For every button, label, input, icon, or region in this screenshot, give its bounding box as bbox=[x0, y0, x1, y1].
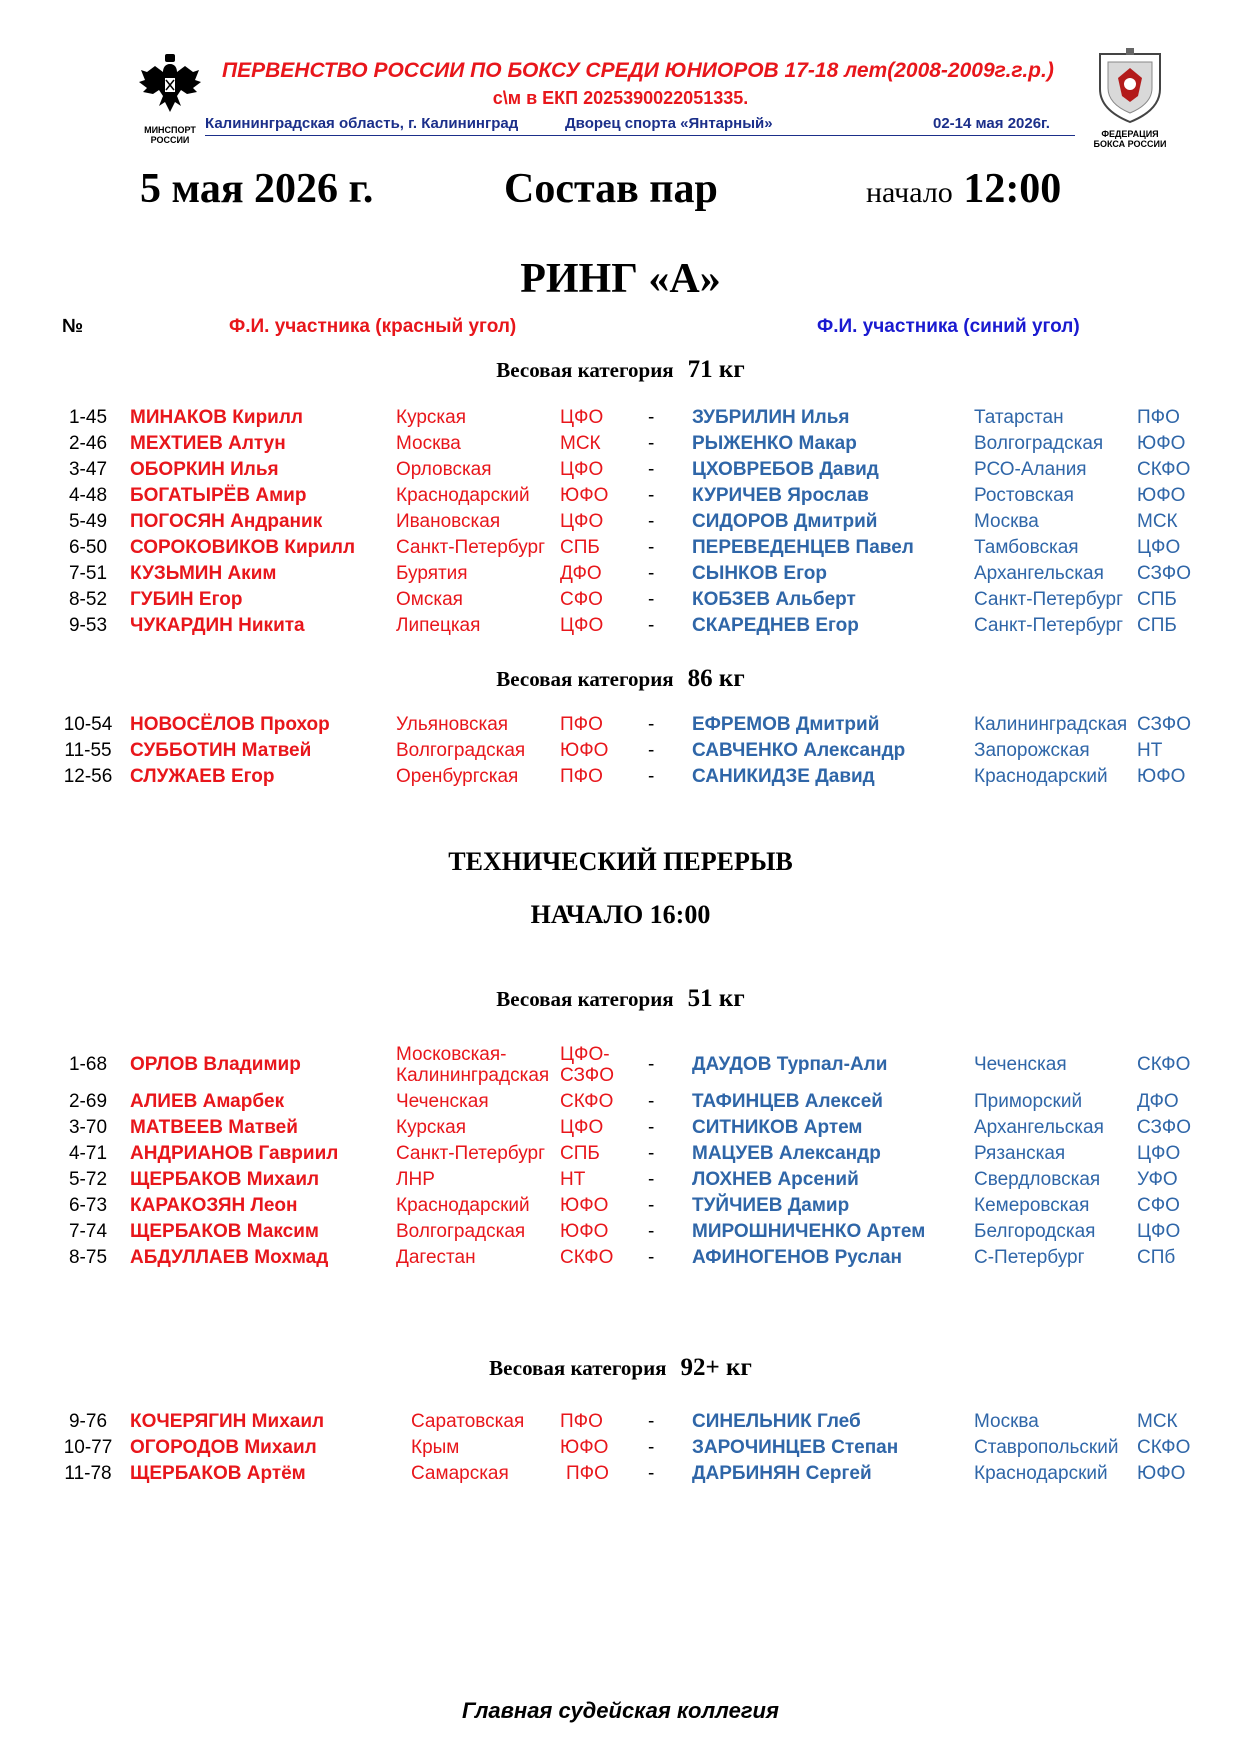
weight-category-label: Весовая категория bbox=[496, 667, 674, 691]
blue-boxer-district: ДФО bbox=[1137, 1091, 1179, 1112]
weight-category-value: 71 кг bbox=[687, 356, 745, 383]
red-boxer-name: ОБОРКИН Илья bbox=[130, 459, 279, 480]
bout-number: 6-73 bbox=[68, 1195, 108, 1216]
blue-boxer-name: СЫНКОВ Егор bbox=[692, 563, 827, 584]
bout-number: 9-53 bbox=[68, 615, 108, 636]
red-boxer-region: Орловская bbox=[396, 459, 492, 480]
blue-boxer-name: СИНЕЛЬНИК Глеб bbox=[692, 1411, 861, 1432]
bout-number: 9-76 bbox=[68, 1411, 108, 1432]
red-boxer-name: МЕХТИЕВ Алтун bbox=[130, 433, 286, 454]
bout-row bbox=[0, 1169, 1241, 1195]
bout-number: 7-74 bbox=[68, 1221, 108, 1242]
red-boxer-name: ЩЕРБАКОВ Артём bbox=[130, 1463, 306, 1484]
bout-row bbox=[0, 1044, 1241, 1088]
red-boxer-district: ПФО bbox=[560, 766, 603, 787]
vs-dash: - bbox=[648, 1091, 655, 1112]
blue-boxer-region: Кемеровская bbox=[974, 1195, 1090, 1216]
red-boxer-district-line-2: СЗФО bbox=[560, 1065, 614, 1086]
red-boxer-name: КУЗЬМИН Аким bbox=[130, 563, 277, 584]
red-boxer-district: ПФО bbox=[560, 1411, 603, 1432]
red-boxer-region: Оренбургская bbox=[396, 766, 519, 787]
blue-boxer-name: ТАФИНЦЕВ Алексей bbox=[692, 1091, 883, 1112]
blue-boxer-district: НТ bbox=[1137, 740, 1163, 761]
blue-boxer-region: РСО-Алания bbox=[974, 459, 1087, 480]
vs-dash: - bbox=[648, 1411, 655, 1432]
blue-boxer-region: С-Петербург bbox=[974, 1247, 1085, 1268]
red-boxer-region: Краснодарский bbox=[396, 485, 530, 506]
red-boxer-region-line-1: Московская- bbox=[396, 1044, 507, 1065]
weight-category-71 bbox=[0, 356, 1241, 384]
bout-number: 11-55 bbox=[64, 740, 112, 761]
blue-boxer-region: Краснодарский bbox=[974, 766, 1108, 787]
red-boxer-district: СПБ bbox=[560, 1143, 600, 1164]
chief-jury-signature: Главная судейская коллегия bbox=[462, 1698, 779, 1723]
red-boxer-district-line-1: ЦФО- bbox=[560, 1044, 610, 1065]
red-boxer-district: МСК bbox=[560, 433, 601, 454]
vs-dash: - bbox=[648, 1437, 655, 1458]
blue-boxer-district: ЦФО bbox=[1137, 1221, 1181, 1242]
red-boxer-region: Омская bbox=[396, 589, 463, 610]
bout-number: 10-54 bbox=[63, 714, 113, 735]
blue-boxer-region: Ростовская bbox=[974, 485, 1074, 506]
vs-dash: - bbox=[648, 537, 655, 558]
red-boxer-region: Дагестан bbox=[396, 1247, 476, 1268]
blue-boxer-region: Москва bbox=[974, 511, 1039, 532]
start-time: 12:00 bbox=[963, 166, 1062, 212]
bout-number: 8-75 bbox=[68, 1247, 108, 1268]
bout-number: 2-46 bbox=[68, 433, 108, 454]
weight-category-label: Весовая категория bbox=[489, 1356, 667, 1380]
blue-boxer-region: Приморский bbox=[974, 1091, 1083, 1112]
bout-row bbox=[0, 407, 1241, 433]
red-boxer-region: Ульяновская bbox=[396, 714, 509, 735]
red-boxer-district: СКФО bbox=[560, 1247, 614, 1268]
vs-dash: - bbox=[648, 1169, 655, 1190]
red-boxer-name: СОРОКОВИКОВ Кирилл bbox=[130, 537, 356, 558]
boxing-federation-caption: ФЕДЕРАЦИЯ БОКСА РОССИИ bbox=[1093, 129, 1167, 149]
vs-dash: - bbox=[648, 1054, 655, 1075]
blue-boxer-district: ЮФО bbox=[1137, 485, 1186, 506]
ekp-number: с\м в ЕКП 2025390022051335. bbox=[492, 88, 749, 108]
weight-category-value: 92+ кг bbox=[680, 1354, 752, 1381]
bout-number: 1-45 bbox=[68, 407, 108, 428]
red-boxer-name: ОГОРОДОВ Михаил bbox=[130, 1437, 317, 1458]
red-boxer-district: ЦФО bbox=[560, 459, 604, 480]
red-boxer-district: ЦФО bbox=[560, 407, 604, 428]
red-boxer-district: ЦФО bbox=[560, 511, 604, 532]
bout-number: 3-47 bbox=[68, 459, 108, 480]
red-boxer-name: АЛИЕВ Амарбек bbox=[130, 1091, 285, 1112]
vs-dash: - bbox=[648, 407, 655, 428]
blue-boxer-name: СКАРЕДНЕВ Егор bbox=[692, 615, 859, 636]
bout-number: 12-56 bbox=[63, 766, 113, 787]
blue-boxer-district: СПБ bbox=[1137, 615, 1177, 636]
bout-number: 10-77 bbox=[63, 1437, 113, 1458]
blue-boxer-district: ЮФО bbox=[1137, 766, 1186, 787]
blue-boxer-region: Санкт-Петербург bbox=[974, 615, 1124, 636]
venue-line bbox=[205, 115, 1075, 136]
red-boxer-district: ЮФО bbox=[560, 485, 609, 506]
bout-row bbox=[0, 740, 1241, 766]
vs-dash: - bbox=[648, 1117, 655, 1138]
red-boxer-district: СКФО bbox=[560, 1091, 614, 1112]
bout-row bbox=[0, 1195, 1241, 1221]
vs-dash: - bbox=[648, 589, 655, 610]
red-boxer-region: Липецкая bbox=[396, 615, 481, 636]
red-boxer-region-line-2: Калининградская bbox=[396, 1065, 550, 1086]
red-boxer-name: МАТВЕЕВ Матвей bbox=[130, 1117, 298, 1138]
vs-dash: - bbox=[648, 714, 655, 735]
red-boxer-district: ЮФО bbox=[560, 1437, 609, 1458]
bout-row bbox=[0, 766, 1241, 792]
red-boxer-district: ЦФО bbox=[560, 615, 604, 636]
blue-boxer-name: МАЦУЕВ Александр bbox=[692, 1143, 881, 1164]
blue-boxer-name: СИДОРОВ Дмитрий bbox=[692, 511, 878, 532]
vs-dash: - bbox=[648, 1463, 655, 1484]
vs-dash: - bbox=[648, 615, 655, 636]
red-boxer-region: Крым bbox=[411, 1437, 460, 1458]
blue-boxer-region: Волгоградская bbox=[974, 433, 1104, 454]
red-boxer-region: Саратовская bbox=[411, 1411, 525, 1432]
vs-dash: - bbox=[648, 563, 655, 584]
bout-number: 8-52 bbox=[68, 589, 108, 610]
red-boxer-district: СФО bbox=[560, 589, 603, 610]
blue-boxer-region: Санкт-Петербург bbox=[974, 589, 1124, 610]
red-boxer-name: ЩЕРБАКОВ Максим bbox=[130, 1221, 319, 1242]
red-boxer-district: ПФО bbox=[566, 1463, 609, 1484]
technical-break-start: НАЧАЛО 16:00 bbox=[530, 900, 711, 929]
blue-boxer-district: СФО bbox=[1137, 1195, 1180, 1216]
red-boxer-name: ОРЛОВ Владимир bbox=[130, 1054, 301, 1075]
red-boxer-region: Ивановская bbox=[396, 511, 501, 532]
red-boxer-region: Курская bbox=[396, 1117, 467, 1138]
vs-dash: - bbox=[648, 1195, 655, 1216]
bout-number: 4-48 bbox=[68, 485, 108, 506]
blue-boxer-region: Татарстан bbox=[974, 407, 1064, 428]
red-boxer-district: НТ bbox=[560, 1169, 586, 1190]
blue-boxer-name: ЗУБРИЛИН Илья bbox=[692, 407, 850, 428]
event-dates: 02-14 мая 2026г. bbox=[933, 115, 1050, 132]
red-boxer-district: ЮФО bbox=[560, 740, 609, 761]
blue-boxer-name: САНИКИДЗЕ Давид bbox=[692, 766, 875, 787]
vs-dash: - bbox=[648, 1221, 655, 1242]
bout-row bbox=[0, 1143, 1241, 1169]
bout-date: 5 мая 2026 г. bbox=[140, 166, 374, 212]
blue-boxer-region: Москва bbox=[974, 1411, 1039, 1432]
bout-row bbox=[0, 1463, 1241, 1489]
blue-boxer-name: МИРОШНИЧЕНКО Артем bbox=[692, 1221, 926, 1242]
blue-boxer-district: СПБ bbox=[1137, 589, 1177, 610]
red-boxer-name: БОГАТЫРЁВ Амир bbox=[130, 485, 307, 506]
red-boxer-name: АНДРИАНОВ Гавриил bbox=[130, 1143, 339, 1164]
red-boxer-name: КОЧЕРЯГИН Михаил bbox=[130, 1411, 325, 1432]
bout-number: 11-78 bbox=[64, 1463, 112, 1484]
blue-boxer-name: ТУЙЧИЕВ Дамир bbox=[692, 1195, 850, 1216]
blue-boxer-name: КУРИЧЕВ Ярослав bbox=[692, 485, 869, 506]
start-label: начало bbox=[866, 176, 953, 209]
red-boxer-region: Москва bbox=[396, 433, 461, 454]
red-boxer-region: Самарская bbox=[411, 1463, 509, 1484]
red-boxer-name: СЛУЖАЕВ Егор bbox=[130, 766, 275, 787]
red-boxer-district: СПБ bbox=[560, 537, 600, 558]
blue-boxer-region: Калининградская bbox=[974, 714, 1128, 735]
column-number-header: № bbox=[62, 316, 84, 337]
vs-dash: - bbox=[648, 1143, 655, 1164]
blue-boxer-district: СКФО bbox=[1137, 1437, 1191, 1458]
red-boxer-region: Санкт-Петербург bbox=[396, 537, 546, 558]
blue-boxer-district: УФО bbox=[1137, 1169, 1178, 1190]
red-boxer-name: МИНАКОВ Кирилл bbox=[130, 407, 304, 428]
blue-boxer-region: Ставропольский bbox=[974, 1437, 1119, 1458]
red-boxer-name: ГУБИН Егор bbox=[130, 589, 243, 610]
blue-boxer-name: ДАУДОВ Турпал-Али bbox=[692, 1054, 888, 1075]
red-boxer-name: ЩЕРБАКОВ Михаил bbox=[130, 1169, 320, 1190]
blue-boxer-region: Свердловская bbox=[974, 1169, 1101, 1190]
red-boxer-name: СУББОТИН Матвей bbox=[130, 740, 312, 761]
blue-boxer-name: ЦХОВРЕБОВ Давид bbox=[692, 459, 879, 480]
red-boxer-region bbox=[396, 1044, 549, 1086]
red-boxer-region: ЛНР bbox=[396, 1169, 435, 1190]
bout-row bbox=[0, 1117, 1241, 1143]
blue-boxer-district: СКФО bbox=[1137, 459, 1191, 480]
blue-boxer-region: Запорожская bbox=[974, 740, 1090, 761]
red-boxer-district: ПФО bbox=[560, 714, 603, 735]
blue-boxer-name: ЛОХНЕВ Арсений bbox=[692, 1169, 859, 1190]
blue-boxer-district: СЗФО bbox=[1137, 1117, 1191, 1138]
bout-number: 3-70 bbox=[68, 1117, 108, 1138]
bout-row bbox=[0, 615, 1241, 641]
weight-category-label: Весовая категория bbox=[496, 358, 674, 382]
bout-number: 1-68 bbox=[68, 1054, 108, 1075]
red-boxer-region: Курская bbox=[396, 407, 467, 428]
red-boxer-name: НОВОСЁЛОВ Прохор bbox=[130, 714, 330, 735]
ring-title: РИНГ «А» bbox=[520, 256, 721, 302]
blue-boxer-name: ПЕРЕВЕДЕНЦЕВ Павел bbox=[692, 537, 914, 558]
blue-boxer-name: АФИНОГЕНОВ Руслан bbox=[692, 1247, 903, 1268]
vs-dash: - bbox=[648, 1247, 655, 1268]
minsport-caption: МИНСПОРТ РОССИИ bbox=[144, 125, 196, 145]
bout-row bbox=[0, 459, 1241, 485]
location: Калининградская область, г. Калининград bbox=[205, 115, 519, 132]
bout-row bbox=[0, 714, 1241, 740]
blue-boxer-district: ЦФО bbox=[1137, 1143, 1181, 1164]
red-boxer-name: КАРАКОЗЯН Леон bbox=[130, 1195, 298, 1216]
championship-title: ПЕРВЕНСТВО РОССИИ ПО БОКСУ СРЕДИ ЮНИОРОВ 17-18 лет(2008-2009г.г.р.) bbox=[222, 59, 1054, 82]
bout-row bbox=[0, 563, 1241, 589]
blue-boxer-name: СИТНИКОВ Артем bbox=[692, 1117, 863, 1138]
blue-boxer-district: СЗФО bbox=[1137, 714, 1191, 735]
blue-boxer-region: Архангельская bbox=[974, 563, 1104, 584]
blue-boxer-district: МСК bbox=[1137, 511, 1178, 532]
bout-number: 7-51 bbox=[68, 563, 108, 584]
red-boxer-region: Чеченская bbox=[396, 1091, 489, 1112]
bout-number: 5-49 bbox=[68, 511, 108, 532]
technical-break-title: ТЕХНИЧЕСКИЙ ПЕРЕРЫВ bbox=[448, 847, 793, 876]
blue-boxer-district: СПб bbox=[1137, 1247, 1176, 1268]
vs-dash: - bbox=[648, 740, 655, 761]
blue-boxer-district: СЗФО bbox=[1137, 563, 1191, 584]
blue-boxer-region: Белгородская bbox=[974, 1221, 1096, 1242]
bout-row bbox=[0, 433, 1241, 459]
blue-boxer-district: МСК bbox=[1137, 1411, 1178, 1432]
start-time-block bbox=[866, 165, 1061, 213]
vs-dash: - bbox=[648, 485, 655, 506]
blue-boxer-name: КОБЗЕВ Альберт bbox=[692, 589, 856, 610]
vs-dash: - bbox=[648, 459, 655, 480]
red-boxer-name: ЧУКАРДИН Никита bbox=[130, 615, 305, 636]
shield-icon bbox=[1090, 44, 1170, 124]
blue-boxer-name: ЕФРЕМОВ Дмитрий bbox=[692, 714, 880, 735]
red-boxer-district bbox=[560, 1044, 614, 1086]
bout-row bbox=[0, 1411, 1241, 1437]
weight-category-86 bbox=[0, 665, 1241, 693]
blue-boxer-region: Краснодарский bbox=[974, 1463, 1108, 1484]
red-boxer-district: ДФО bbox=[560, 563, 602, 584]
bout-row bbox=[0, 485, 1241, 511]
bout-row bbox=[0, 1091, 1241, 1117]
vs-dash: - bbox=[648, 511, 655, 532]
red-boxer-region: Краснодарский bbox=[396, 1195, 530, 1216]
bout-row bbox=[0, 1247, 1241, 1273]
bout-row bbox=[0, 1437, 1241, 1463]
blue-boxer-district: ЮФО bbox=[1137, 433, 1186, 454]
red-boxer-region: Волгоградская bbox=[396, 1221, 526, 1242]
blue-boxer-region: Рязанская bbox=[974, 1143, 1066, 1164]
blue-boxer-name: ДАРБИНЯН Сергей bbox=[692, 1463, 872, 1484]
bout-number: 2-69 bbox=[68, 1091, 108, 1112]
column-blue-corner-header: Ф.И. участника (синий угол) bbox=[817, 316, 1080, 337]
column-red-corner-header: Ф.И. участника (красный угол) bbox=[229, 316, 517, 337]
bout-row bbox=[0, 589, 1241, 615]
blue-boxer-district: ПФО bbox=[1137, 407, 1180, 428]
red-boxer-district: ЮФО bbox=[560, 1221, 609, 1242]
red-boxer-region: Волгоградская bbox=[396, 740, 526, 761]
weight-category-value: 51 кг bbox=[687, 985, 745, 1012]
blue-boxer-name: РЫЖЕНКО Макар bbox=[692, 433, 857, 454]
weight-category-92plus bbox=[0, 1354, 1241, 1382]
weight-category-value: 86 кг bbox=[687, 665, 745, 692]
blue-boxer-region: Чеченская bbox=[974, 1054, 1067, 1075]
red-boxer-name: ПОГОСЯН Андраник bbox=[130, 511, 323, 532]
weight-category-label: Весовая категория bbox=[496, 987, 674, 1011]
blue-boxer-region: Архангельская bbox=[974, 1117, 1104, 1138]
blue-boxer-name: ЗАРОЧИНЦЕВ Степан bbox=[692, 1437, 899, 1458]
red-boxer-region: Санкт-Петербург bbox=[396, 1143, 546, 1164]
blue-boxer-region: Тамбовская bbox=[974, 537, 1079, 558]
bout-row bbox=[0, 511, 1241, 537]
page-title: Состав пар bbox=[504, 166, 718, 212]
weight-category-51 bbox=[0, 985, 1241, 1013]
blue-boxer-district: ЦФО bbox=[1137, 537, 1181, 558]
bout-row bbox=[0, 1221, 1241, 1247]
blue-boxer-district: ЮФО bbox=[1137, 1463, 1186, 1484]
blue-boxer-name: САВЧЕНКО Александр bbox=[692, 740, 906, 761]
bout-number: 5-72 bbox=[68, 1169, 108, 1190]
eagle-icon bbox=[135, 50, 205, 120]
bout-row bbox=[0, 537, 1241, 563]
bout-number: 6-50 bbox=[68, 537, 108, 558]
red-boxer-district: ЮФО bbox=[560, 1195, 609, 1216]
bout-number: 4-71 bbox=[68, 1143, 108, 1164]
vs-dash: - bbox=[648, 433, 655, 454]
red-boxer-region: Бурятия bbox=[396, 563, 468, 584]
blue-boxer-district: СКФО bbox=[1137, 1054, 1191, 1075]
red-boxer-name: АБДУЛЛАЕВ Мохмад bbox=[130, 1247, 329, 1268]
red-boxer-district: ЦФО bbox=[560, 1117, 604, 1138]
vs-dash: - bbox=[648, 766, 655, 787]
venue: Дворец спорта «Янтарный» bbox=[565, 115, 773, 132]
